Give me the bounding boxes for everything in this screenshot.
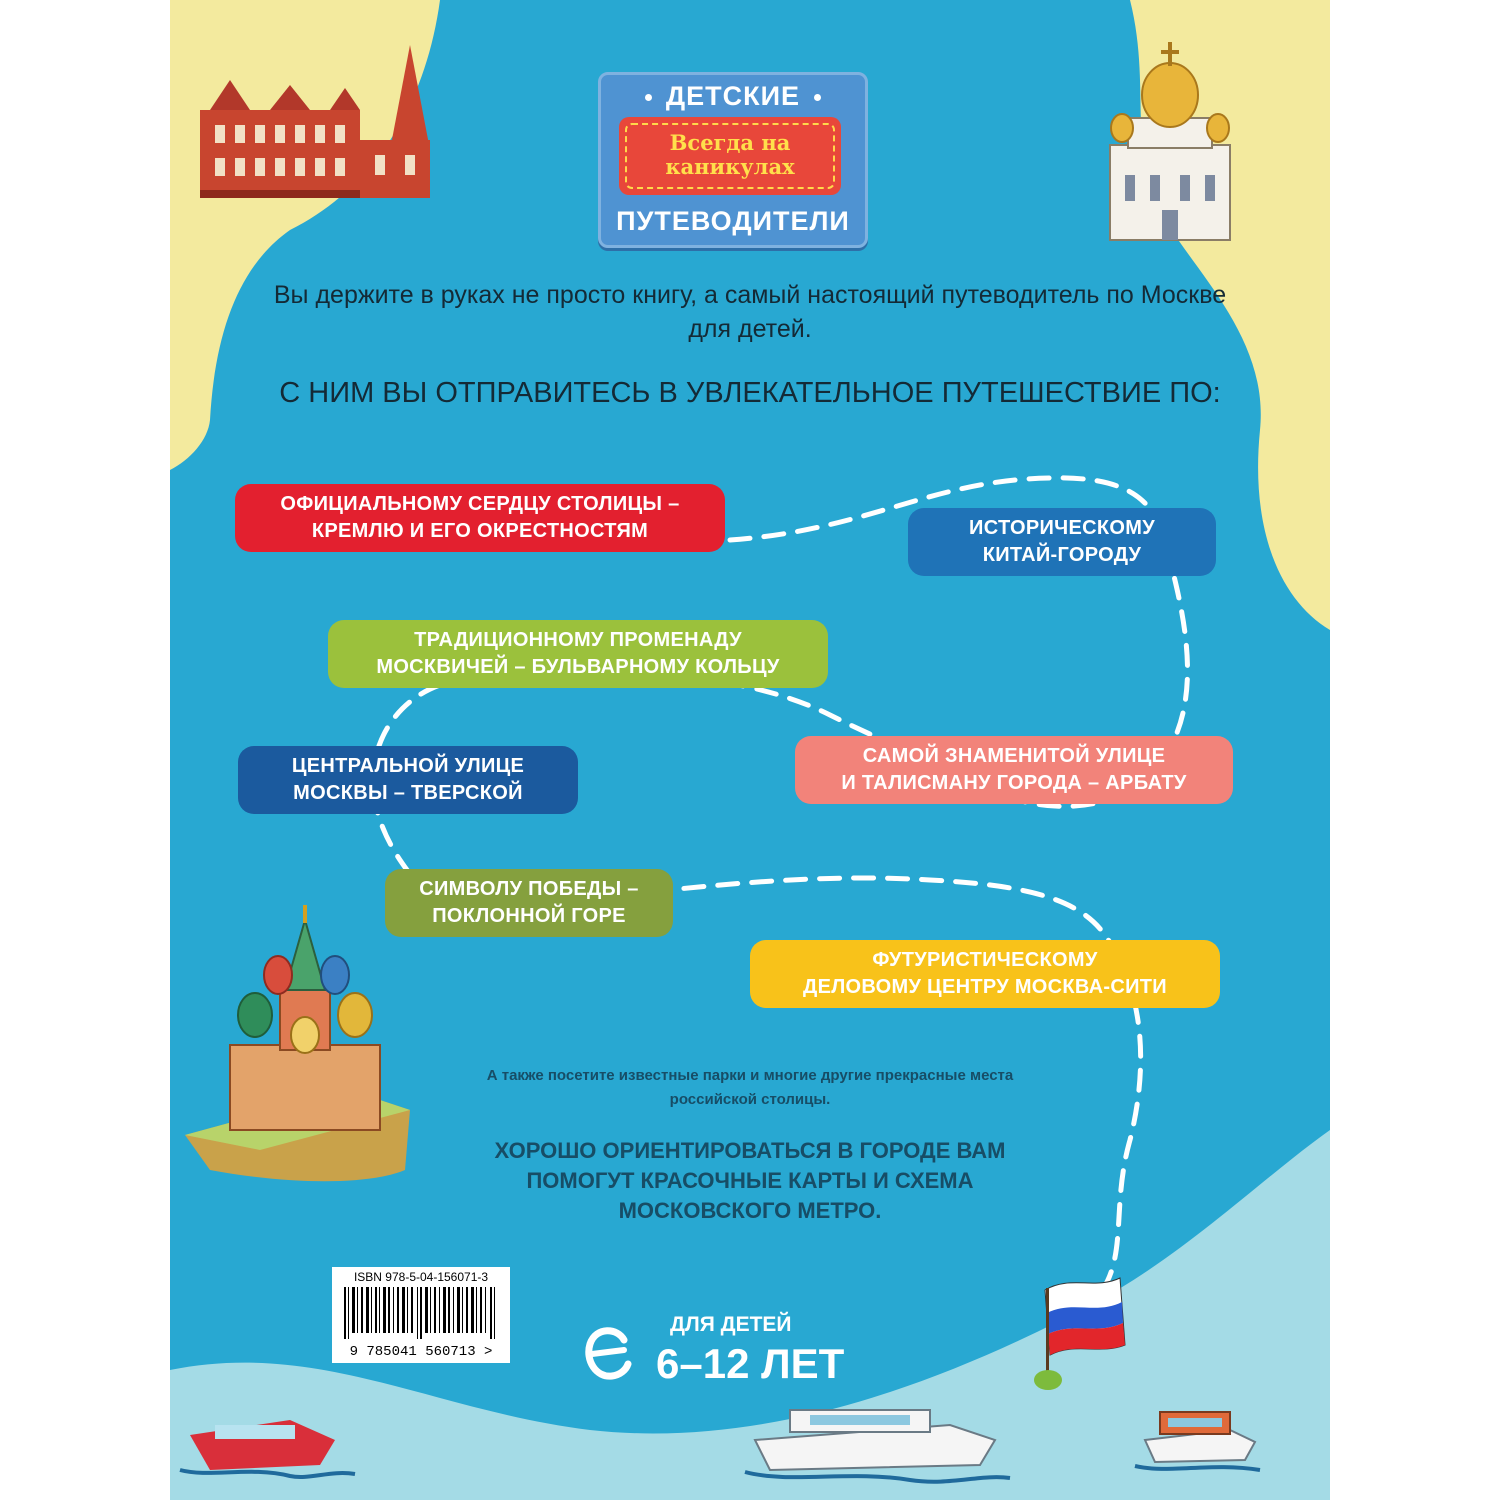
route-stop-moscow-city: ФУТУРИСТИЧЕСКОМУ ДЕЛОВОМУ ЦЕНТРУ МОСКВА-СИТИ	[750, 940, 1220, 1008]
barcode-icon	[342, 1287, 500, 1339]
series-badge-top	[601, 81, 865, 112]
route-stop-kremlin: ОФИЦИАЛЬНОМУ СЕРДЦУ СТОЛИЦЫ – КРЕМЛЮ И ЕГО ОКРЕСТНОСТЯМ	[235, 484, 725, 552]
dot-icon	[645, 94, 652, 101]
route-stop-poklonnaya-hill: СИМВОЛУ ПОБЕДЫ – ПОКЛОННОЙ ГОРЕ	[385, 869, 673, 937]
series-bottom-label: ПУТЕВОДИТЕЛИ	[616, 206, 850, 236]
footer-call-to-action: ХОРОШО ОРИЕНТИРОВАТЬСЯ В ГОРОДЕ ВАМ ПОМОГУТ КРАСОЧНЫЕ КАРТЫ И СХЕМА МОСКОВСКОГО МЕТРО.	[494, 1138, 1006, 1223]
age-range: 6–12 ЛЕТ	[656, 1340, 845, 1387]
isbn-barcode-block	[332, 1267, 510, 1363]
book-back-cover	[170, 0, 1330, 1500]
dot-icon	[814, 94, 821, 101]
isbn-barcode-digits: 9 785041 560713 >	[349, 1344, 493, 1360]
footer-note: А также посетите известные парки и многие другие прекрасные места российской столицы.	[486, 1067, 1014, 1108]
route-stop-boulevard-ring: ТРАДИЦИОННОМУ ПРОМЕНАДУ МОСКВИЧЕЙ – БУЛЬВАРНОМУ КОЛЬЦУ	[328, 620, 828, 688]
series-badge	[598, 72, 868, 248]
intro-text: Вы держите в руках не просто книгу, а самый настоящий путеводитель по Москве для детей.	[273, 281, 1227, 343]
isbn-label: ISBN 978-5-04-156071-3	[353, 1270, 489, 1284]
route-stop-arbat: САМОЙ ЗНАМЕНИТОЙ УЛИЦЕ И ТАЛИСМАНУ ГОРОДА – АРБАТУ	[795, 736, 1233, 804]
route-stop-tverskaya: ЦЕНТРАЛЬНОЙ УЛИЦЕ МОСКВЫ – ТВЕРСКОЙ	[238, 746, 578, 814]
route-heading: С НИМ ВЫ ОТПРАВИТЕСЬ В УВЛЕКАТЕЛЬНОЕ ПУТЕШЕСТВИЕ ПО:	[279, 377, 1221, 409]
series-name-plate	[619, 117, 841, 195]
st-basils-cathedral-illustration	[185, 905, 410, 1181]
series-name: Всегда на каникулах	[665, 130, 795, 179]
publisher-logo-icon	[582, 1320, 632, 1390]
route-stop-kitay-gorod: ИСТОРИЧЕСКОМУ КИТАЙ-ГОРОДУ	[908, 508, 1216, 576]
series-top-label: ДЕТСКИЕ	[665, 81, 801, 111]
age-label: ДЛЯ ДЕТЕЙ	[670, 1313, 792, 1336]
